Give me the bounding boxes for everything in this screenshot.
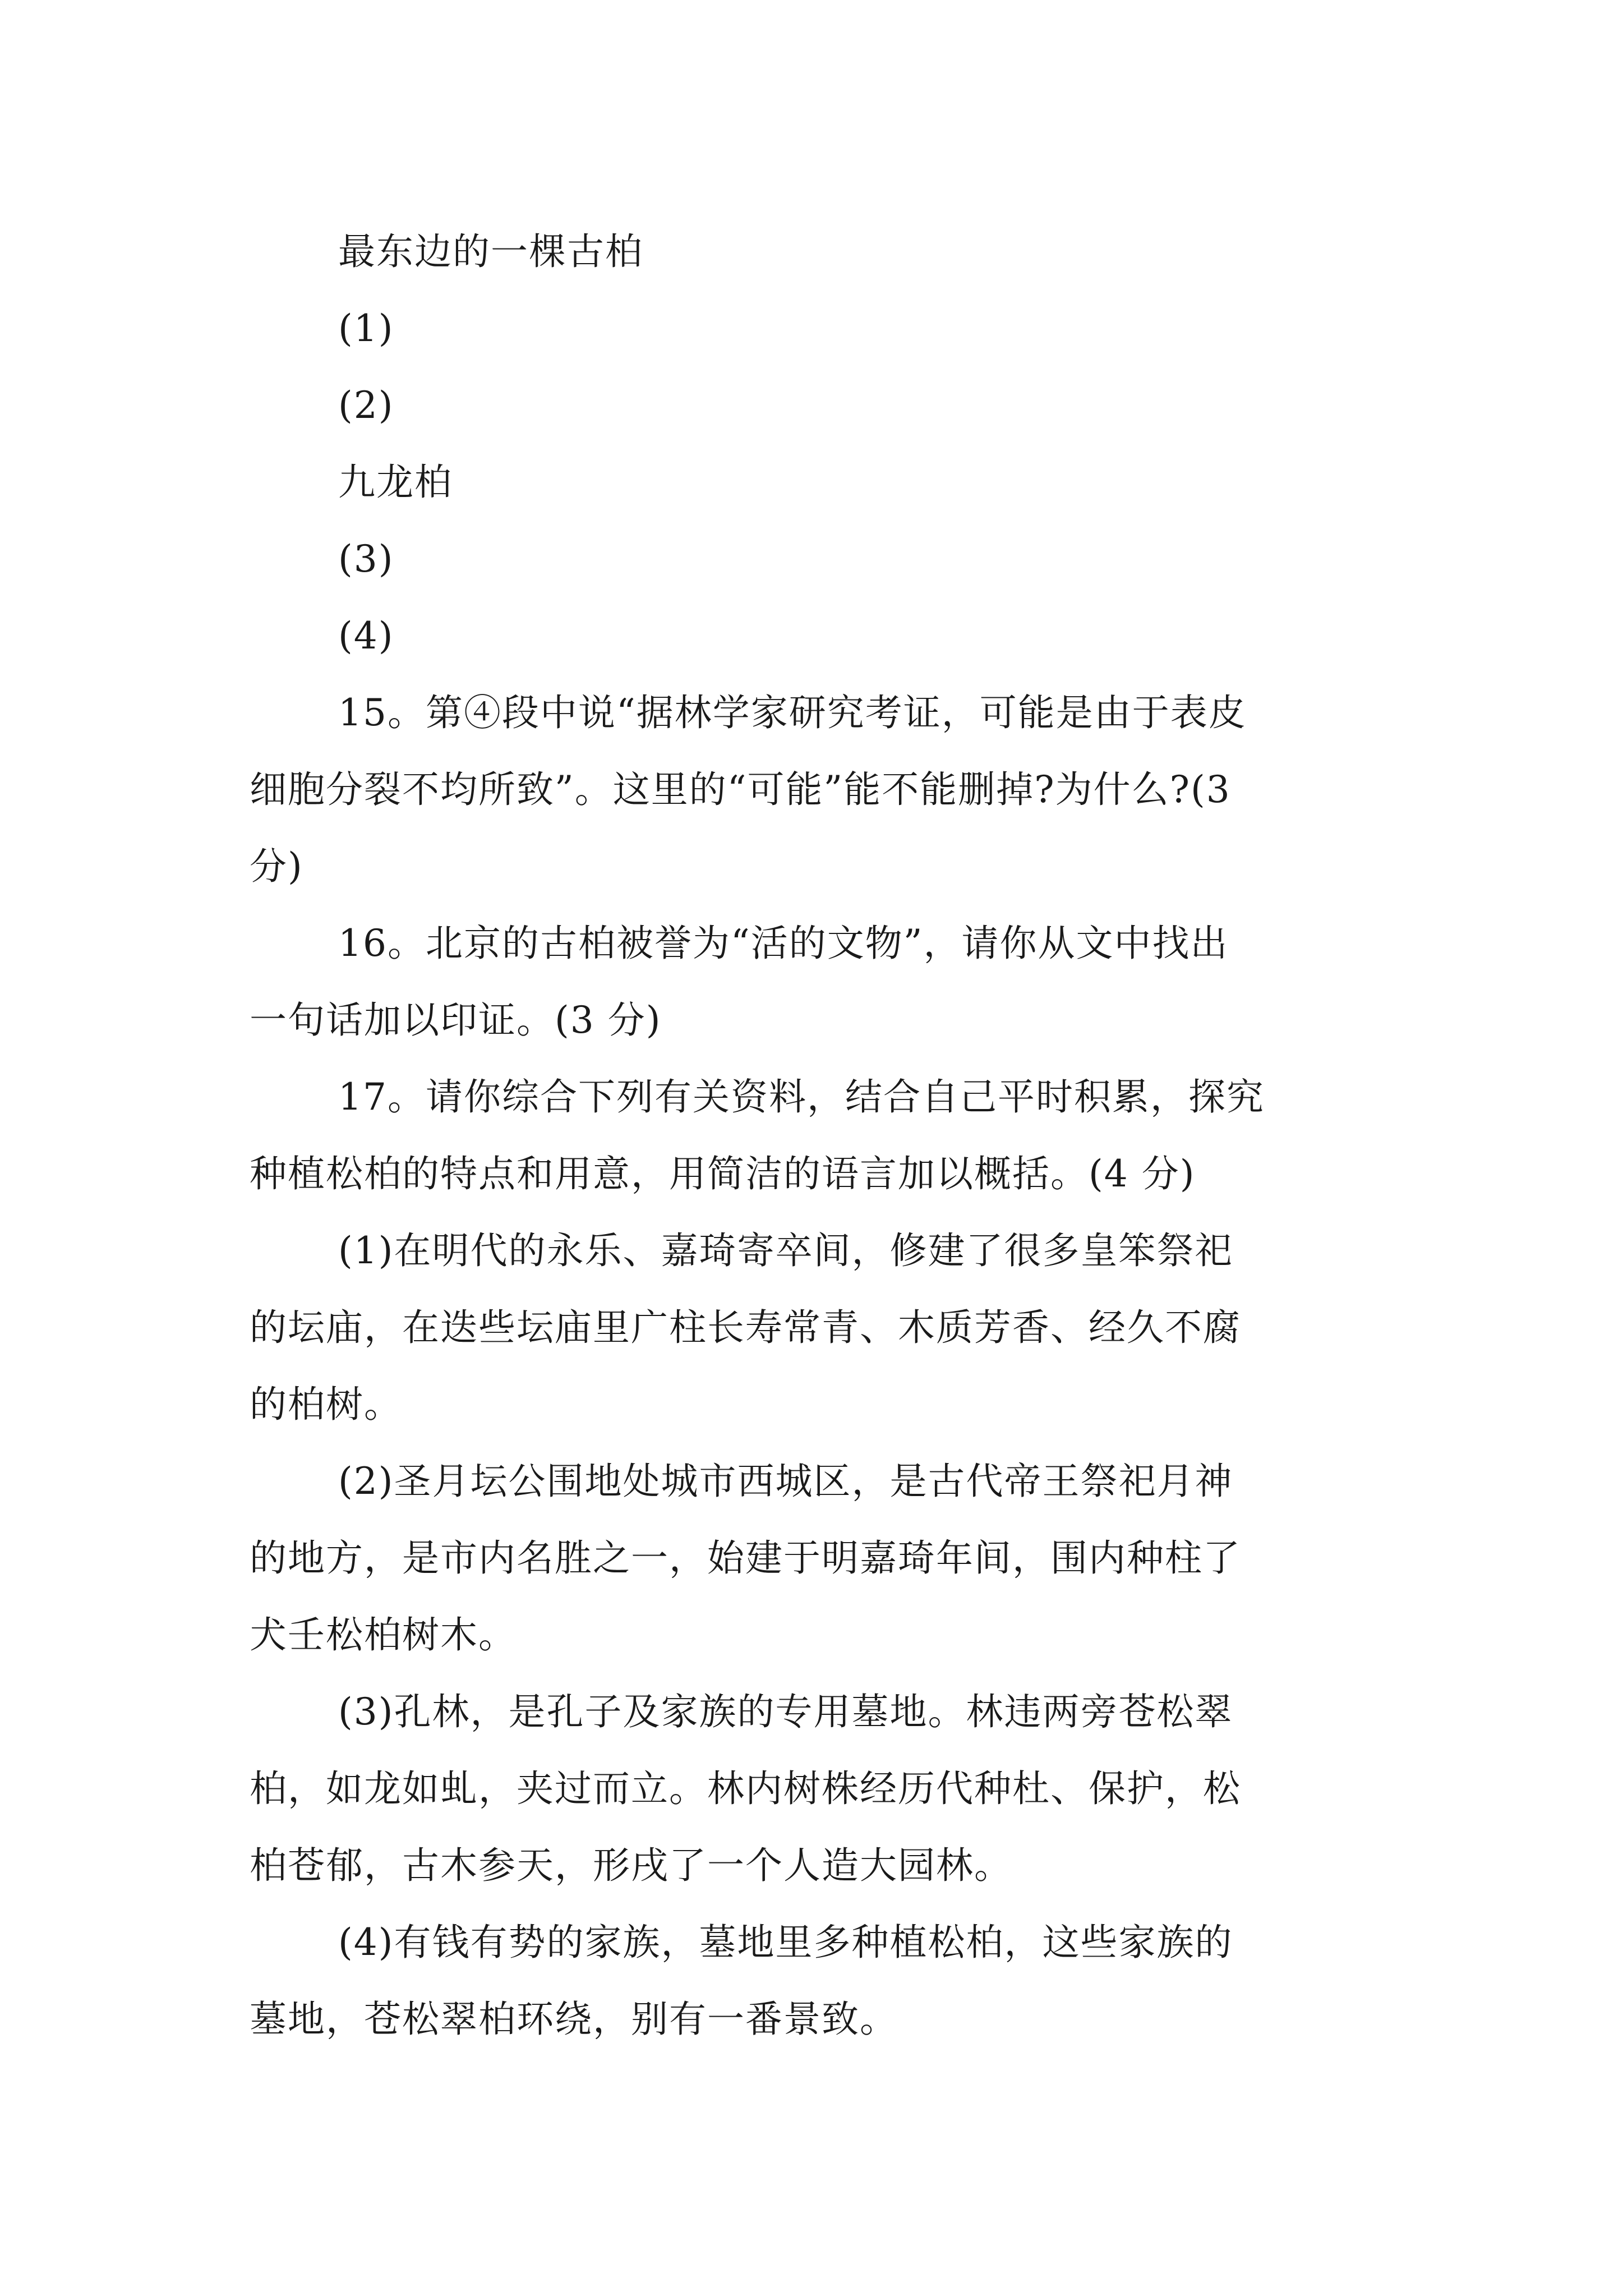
material-2 bbox=[250, 1443, 1388, 1673]
paragraph-line: 种植松柏的特点和用意，用简洁的语言加以概括。(4 分) bbox=[250, 1152, 1196, 1195]
paragraph-line: 犬壬松柏树木。 bbox=[250, 1613, 517, 1657]
list-item: (2) bbox=[338, 384, 394, 427]
paragraph-line: 的地方，是市内名胜之一，始建于明嘉琦年间，围内种柱了 bbox=[250, 1536, 1241, 1580]
paragraph-line: (3)孔林，是孔子及家族的专用墓地。林违两旁苍松翠 bbox=[338, 1690, 1233, 1733]
paragraph-line: 细胞分裂不均所致”。这里的“可能”能不能删掉?为什么?(3 bbox=[250, 768, 1231, 811]
question-17 bbox=[250, 1059, 1388, 1212]
paragraph-line: 分) bbox=[250, 845, 303, 888]
document-body bbox=[250, 213, 1388, 2058]
paragraph-line: 16。北京的古柏被誉为“活的文物”，请你从文中找出 bbox=[338, 922, 1229, 965]
paragraph-line: 17。请你综合下列有关资料，结合自己平时积累，探究 bbox=[338, 1075, 1265, 1119]
list-item: 九龙柏 bbox=[338, 461, 453, 504]
paragraph-line: 柏，如龙如虬，夹过而立。林内树株经历代种杜、保护，松 bbox=[250, 1767, 1241, 1810]
list-item: 最东边的一棵古柏 bbox=[338, 230, 643, 273]
paragraph-line: 柏苍郁，古木参天，形戌了一个人造大园林。 bbox=[250, 1844, 1012, 1887]
paragraph-line: (4)有钱有势的家族，墓地里多种植松柏，这些家族的 bbox=[338, 1921, 1233, 1964]
list-item: (3) bbox=[338, 537, 394, 581]
paragraph-line: 的坛庙，在迭些坛庙里广柱长寿常青、木质芳香、经久不腐 bbox=[250, 1306, 1241, 1349]
question-15 bbox=[250, 674, 1388, 905]
list-item: (4) bbox=[338, 614, 394, 657]
paragraph-line: 15。第④段中说“据林学家研究考证，可能是由于表皮 bbox=[338, 691, 1247, 734]
question-16 bbox=[250, 905, 1388, 1059]
paragraph-line: 墓地，苍松翠柏环绕，别有一番景致。 bbox=[250, 1998, 898, 2041]
paragraph-line: (2)圣月坛公围地处城市西城区，是古代帝王祭祀月神 bbox=[338, 1460, 1233, 1503]
material-1 bbox=[250, 1212, 1388, 1443]
paragraph-line: (1)在明代的永乐、嘉琦寄卒间，修建了很多皇笨祭祀 bbox=[338, 1229, 1233, 1272]
material-3 bbox=[250, 1673, 1388, 1904]
paragraph-line: 的柏树。 bbox=[250, 1383, 402, 1426]
list-item: (1) bbox=[338, 307, 394, 350]
material-4 bbox=[250, 1904, 1388, 2058]
paragraph-line: 一句话加以印证。(3 分) bbox=[250, 999, 662, 1042]
